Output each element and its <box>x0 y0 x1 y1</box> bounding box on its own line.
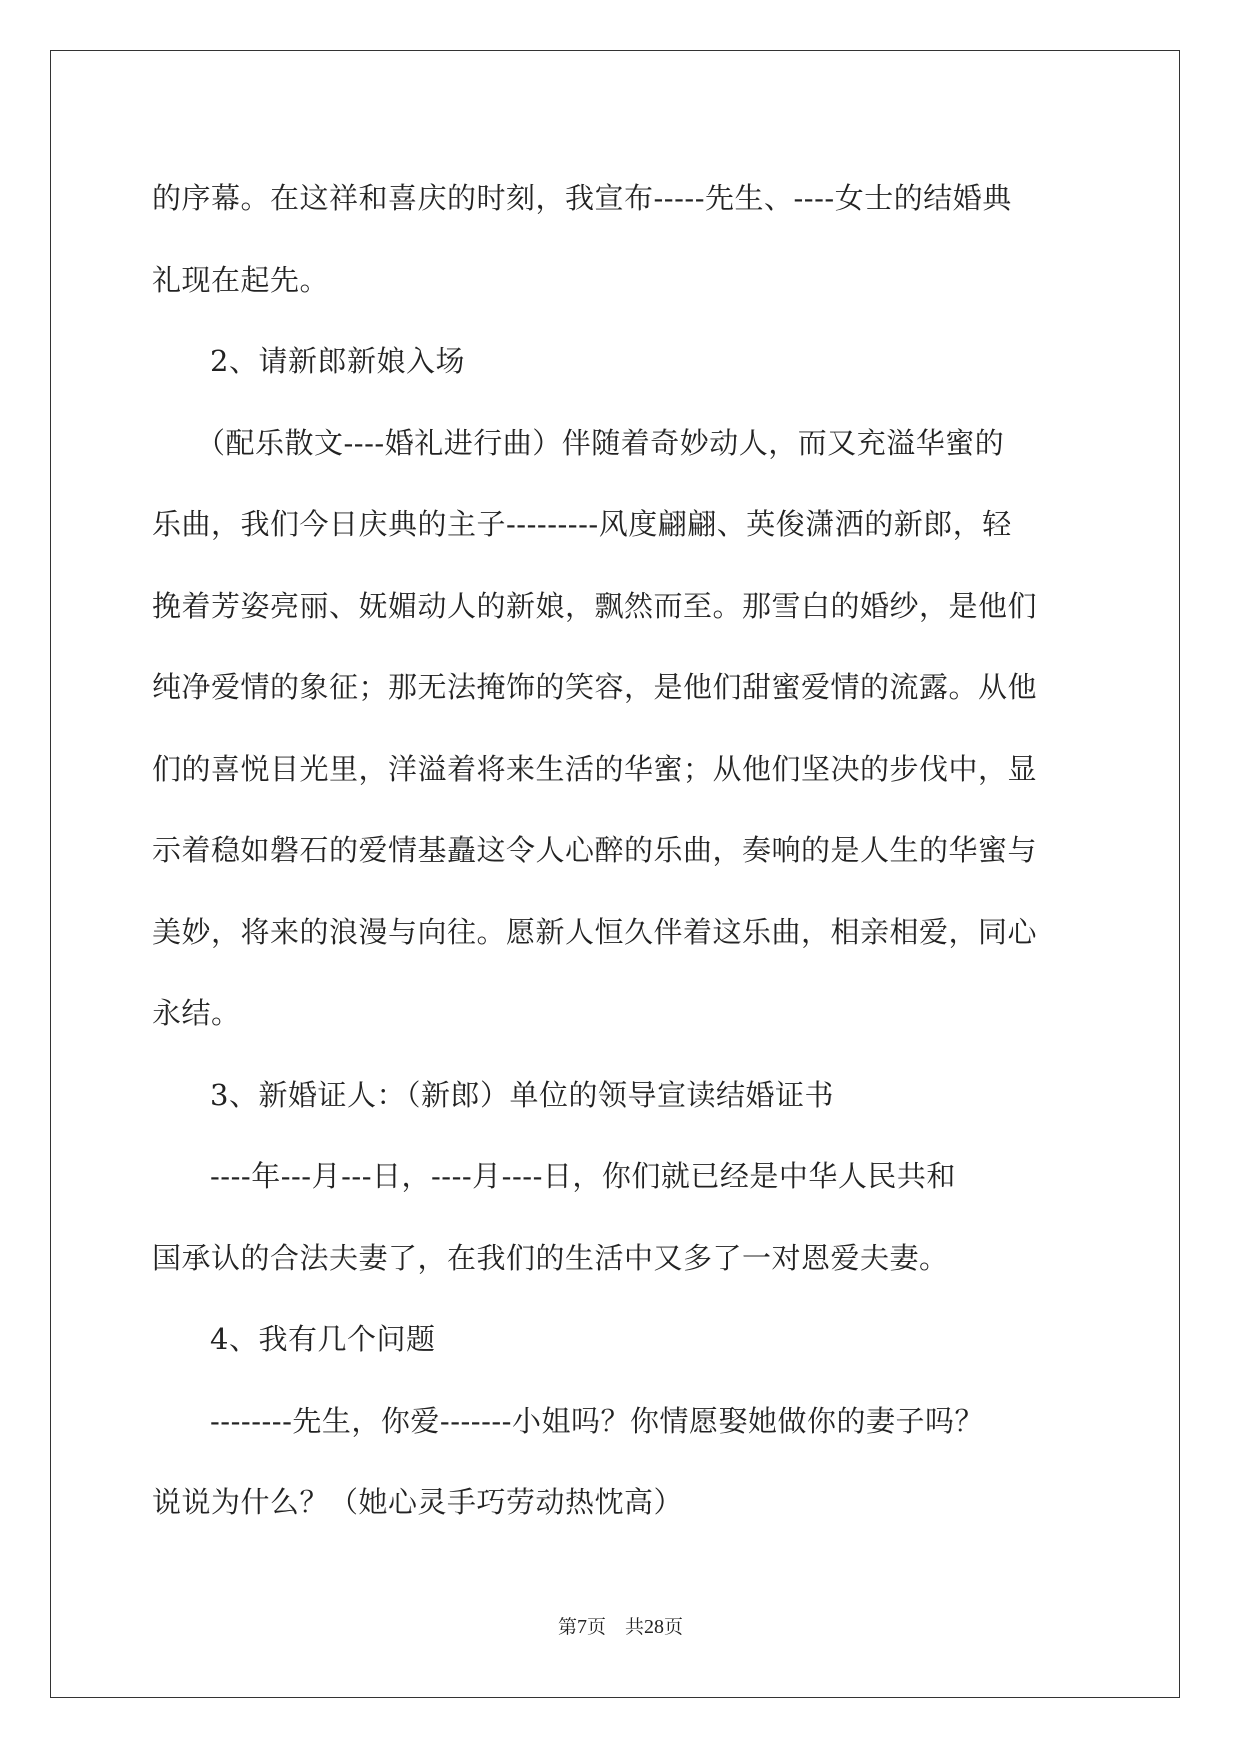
text-line: 乐曲，我们今日庆典的主子---------风度翩翩、英俊潇洒的新郎，轻 <box>152 507 1012 541</box>
text-line: 说说为什么？（她心灵手巧劳动热忱高） <box>152 1485 684 1519</box>
text-line: 们的喜悦目光里，洋溢着将来生活的华蜜；从他们坚决的步伐中，显 <box>152 751 1038 786</box>
document-body <box>152 158 1087 1544</box>
section-heading: 4、我有几个问题 <box>210 1322 436 1356</box>
section-heading: 3、新婚证人：（新郎）单位的领导宣读结婚证书 <box>210 1077 834 1112</box>
footer-suffix: 页 <box>664 1616 684 1638</box>
text-line: --------先生，你爱-------小姐吗？你情愿娶她做你的妻子吗？ <box>210 1403 984 1438</box>
text-line: ----年---月---日，----月----日，你们就已经是中华人民共和 <box>210 1159 956 1193</box>
text-line: （配乐散文----婚礼进行曲）伴随着奇妙动人，而又充溢华蜜的 <box>196 425 1005 460</box>
text-line: 美妙，将来的浪漫与向往。愿新人恒久伴着这乐曲，相亲相爱，同心 <box>152 914 1038 949</box>
text-line: 挽着芳姿亮丽、妩媚动人的新娘，飘然而至。那雪白的婚纱，是他们 <box>152 588 1038 623</box>
text-line: 永结。 <box>152 996 241 1030</box>
section-heading: 2、请新郎新娘入场 <box>210 344 465 378</box>
text-line: 的序幕。在这祥和喜庆的时刻，我宣布-----先生、----女士的结婚典 <box>152 181 1012 215</box>
text-line: 国承认的合法夫妻了，在我们的生活中又多了一对恩爱夫妻。 <box>152 1240 949 1275</box>
text-line: 纯净爱情的象征；那无法掩饰的笑容，是他们甜蜜爱情的流露。从他 <box>152 670 1038 704</box>
page-footer <box>0 1612 1241 1639</box>
text-line: 礼现在起先。 <box>152 262 330 297</box>
footer-prefix: 第 <box>557 1616 577 1638</box>
footer-middle: 页 共 <box>586 1616 644 1638</box>
total-page-count: 28 <box>644 1616 664 1638</box>
text-line: 示着稳如磐石的爱情基矗这令人心醉的乐曲，奏响的是人生的华蜜与 <box>152 833 1038 867</box>
current-page-number: 7 <box>576 1616 587 1638</box>
